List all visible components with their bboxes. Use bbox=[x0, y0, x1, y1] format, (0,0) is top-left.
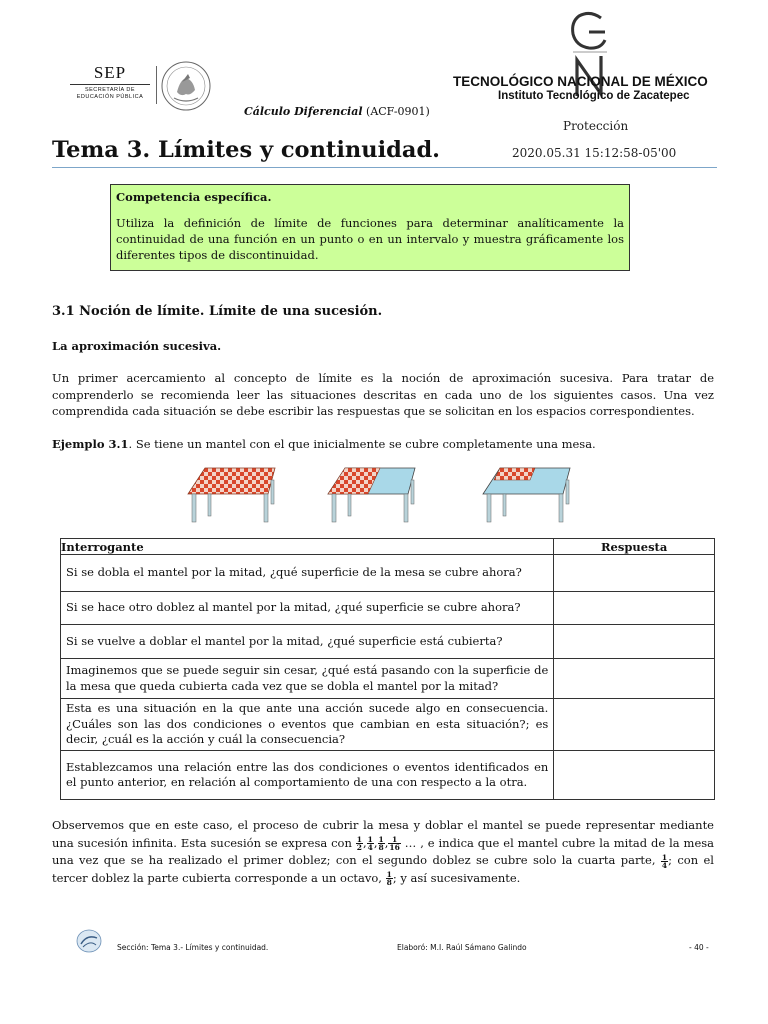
institute-name: Instituto Tecnológico de Zacatepec bbox=[498, 90, 690, 102]
answer-cell[interactable] bbox=[554, 592, 715, 625]
example-text: . Se tiene un mantel con el que inicialmente se cubre completamente una mesa. bbox=[128, 437, 596, 451]
competencia-box bbox=[110, 184, 630, 271]
header-interrogante: Interrogante bbox=[61, 539, 554, 555]
header-divider bbox=[156, 66, 157, 104]
fraction-eighth-inline: $\frac{1}{8}$ bbox=[386, 870, 392, 887]
subsection-title: La aproximación sucesiva. bbox=[52, 339, 222, 353]
table-full-cover bbox=[188, 468, 275, 522]
course-name: Cálculo Diferencial bbox=[244, 105, 363, 118]
title-rule bbox=[52, 167, 717, 168]
question-cell: Si se vuelve a doblar el mantel por la mitad, ¿qué superficie está cubierta? bbox=[61, 625, 554, 659]
page-title: Tema 3. Límites y continuidad. bbox=[52, 137, 441, 163]
question-table bbox=[60, 538, 715, 800]
competencia-text: Utiliza la definición de límite de funciones para determinar analíticamente la continuidad de una función en un punto o en un intervalo y muestra gráficamente los diferentes tipos de discontinuidad. bbox=[116, 216, 624, 262]
institution-name: TECNOLÓGICO NACIONAL DE MÉXICO bbox=[453, 74, 708, 89]
section-title: 3.1 Noción de límite. Límite de una sucesión. bbox=[52, 304, 383, 319]
competencia-heading: Competencia específica. bbox=[116, 190, 272, 204]
footer-author: Elaboró: M.I. Raúl Sámano Galindo bbox=[397, 943, 527, 952]
course-label bbox=[244, 105, 430, 118]
header-respuesta: Respuesta bbox=[554, 539, 715, 555]
table-half-cover bbox=[328, 468, 415, 522]
answer-cell[interactable] bbox=[554, 699, 715, 751]
protection-label: Protección bbox=[563, 119, 629, 133]
table-row bbox=[61, 659, 715, 699]
answer-cell[interactable] bbox=[554, 555, 715, 592]
answer-cell[interactable] bbox=[554, 659, 715, 699]
answer-cell[interactable] bbox=[554, 625, 715, 659]
footer-logo-icon bbox=[75, 928, 103, 954]
example-line bbox=[52, 437, 714, 451]
example-label: Ejemplo 3.1 bbox=[52, 437, 129, 451]
sep-short: SEP bbox=[93, 63, 127, 82]
table-quarter-cover bbox=[483, 468, 570, 522]
question-cell: Si se hace otro doblez al mantel por la mitad, ¿qué superficie se cubre ahora? bbox=[61, 592, 554, 625]
table-row bbox=[61, 592, 715, 625]
sep-logo bbox=[64, 64, 156, 104]
fraction-half: $\frac{1}{2}$ bbox=[356, 835, 363, 852]
footer-section: Sección: Tema 3.- Límites y continuidad. bbox=[117, 943, 269, 952]
tablecloth-illustration bbox=[180, 460, 590, 532]
answer-cell[interactable] bbox=[554, 751, 715, 800]
signature-timestamp: 2020.05.31 15:12:58-05'00 bbox=[512, 146, 677, 160]
footer-page-number: - 40 - bbox=[689, 943, 709, 952]
sep-line2: EDUCACIÓN PÚBLICA bbox=[76, 94, 144, 100]
sep-line1: SECRETARÍA DE bbox=[84, 87, 136, 93]
closing-part3: ; con el tercer doblez la parte cubierta corresponde a un octavo, bbox=[52, 853, 714, 885]
question-cell: Si se dobla el mantel por la mitad, ¿qué superficie de la mesa se cubre ahora? bbox=[61, 555, 554, 592]
fraction-quarter-inline: $\frac{1}{4}$ bbox=[661, 852, 668, 870]
closing-part2: , e indica que el mantel cubre la mitad de la mesa una vez que se ha realizado el primer doblez; con el segundo doblez se cubre solo la cuarta parte, bbox=[52, 835, 715, 867]
table-row bbox=[61, 555, 715, 592]
mexico-seal-icon bbox=[160, 60, 212, 112]
table-header-row bbox=[61, 539, 715, 555]
course-code: (ACF-0901) bbox=[366, 105, 430, 118]
table-row bbox=[61, 625, 715, 659]
fraction-sixteenth: $\frac{1}{16}$ bbox=[389, 835, 400, 852]
closing-part1: Observemos que en este caso, el proceso de cubrir la mesa y doblar el mantel se puede representar mediante una sucesión infinita. Esta sucesión se expresa con bbox=[52, 818, 714, 850]
question-cell: Imaginemos que se puede seguir sin cesar, ¿qué está pasando con la superficie de la mesa que queda cubierta cada vez que se dobla el mantel por la mitad? bbox=[61, 659, 554, 699]
fraction-eighth: $\frac{1}{8}$ bbox=[378, 835, 384, 852]
fraction-quarter: $\frac{1}{4}$ bbox=[367, 835, 373, 852]
closing-part4: ; y así sucesivamente. bbox=[392, 870, 521, 885]
intro-paragraph: Un primer acercamiento al concepto de límite es la noción de aproximación sucesiva. Para tratar de comprenderlo se recomienda leer las situaciones descritas en cada uno de los siguientes casos. Una vez comprendida cada situación se debe escribir las respuestas que se solicitan en los espacios correspondientes. bbox=[52, 371, 714, 418]
table-row bbox=[61, 699, 715, 751]
question-cell: Esta es una situación en la que ante una acción sucede algo en consecuencia. ¿Cuáles son las dos condiciones o eventos que cambian en esta situación?; es decir, ¿cuál es la acción y cuál la consecuencia? bbox=[61, 699, 554, 751]
closing-paragraph: Observemos que en este caso, el proceso de cubrir la mesa y doblar el mantel se puede representar mediante una sucesión infinita. Esta sucesión se expresa con $\frac{1}{2}$ , $\frac{1}{4}$ , $\frac{1}{8}$ , $\frac{1}{16}$ … , e indica que el mantel cubre la mitad de la mesa una vez que se ha realizado el primer doblez; con el segundo doblez se cubre solo la cuarta parte, $\frac{1}{4}$ ; con el tercer doblez la parte cubierta corresponde a un octavo, $\frac{1}{8}$ ; y así sucesivamente. bbox=[52, 818, 715, 887]
table-row bbox=[61, 751, 715, 800]
question-cell: Establezcamos una relación entre las dos condiciones o eventos identificados en el punto anterior, en relación al comportamiento de una con respecto a la otra. bbox=[61, 751, 554, 800]
